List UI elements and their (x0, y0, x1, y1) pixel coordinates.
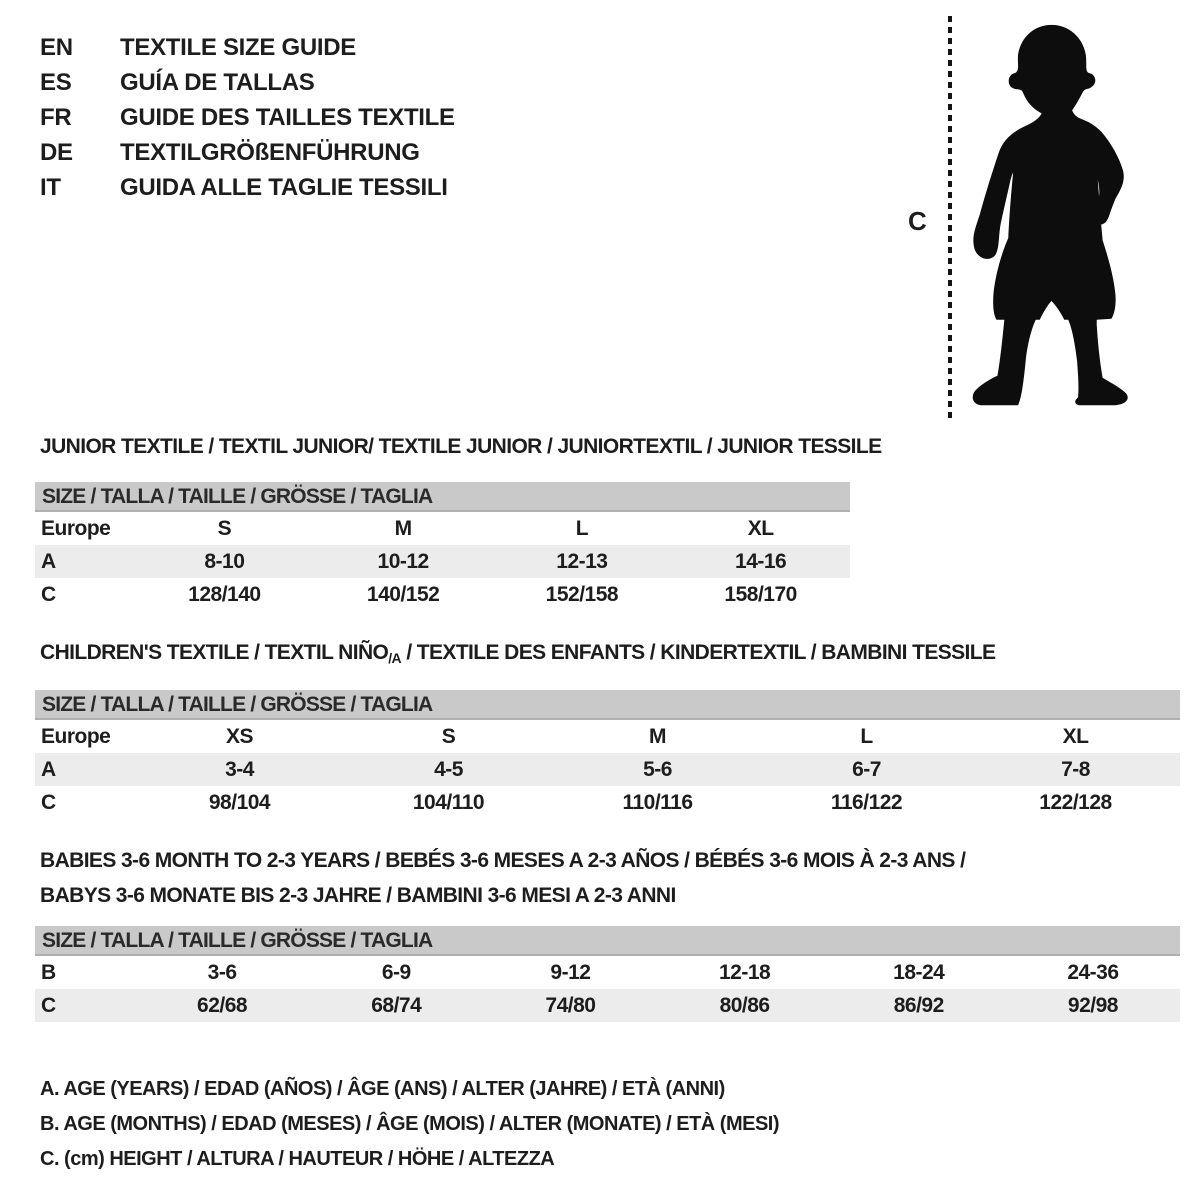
table-cell: 7-8 (1061, 758, 1090, 781)
row-label: C (41, 791, 56, 814)
table-cell: S (441, 725, 456, 748)
baby-silhouette-icon (966, 20, 1138, 417)
table-row-europe (35, 720, 1180, 753)
junior-size-table (35, 482, 850, 611)
table-cell: 9-12 (550, 961, 591, 984)
table-cell: 10-12 (377, 550, 429, 573)
table-row-age-years (35, 753, 1180, 786)
table-cell: 12-18 (718, 961, 771, 984)
table-cell: 68/74 (371, 994, 422, 1017)
table-cell: 122/128 (1039, 791, 1112, 814)
language-title: TEXTILE SIZE GUIDE (120, 34, 356, 61)
language-title: GUÍA DE TALLAS (120, 69, 315, 96)
language-code: ES (40, 69, 72, 96)
table-row-age-months (35, 956, 1180, 989)
children-section-title (40, 641, 995, 665)
children-title-subscript: /A (388, 650, 402, 666)
table-cell: S (217, 517, 232, 540)
size-header-bar: SIZE / TALLA / TAILLE / GRÖSSE / TAGLIA (35, 690, 1180, 720)
table-cell: XS (225, 725, 253, 748)
legend-line-a: A. AGE (YEARS) / EDAD (AÑOS) / ÂGE (ANS) / ALTER (JAHRE) / ETÀ (ANNI) (40, 1078, 725, 1100)
row-label: B (41, 961, 56, 984)
table-cell: 98/104 (208, 791, 271, 814)
table-cell: L (860, 725, 873, 748)
language-title: GUIDE DES TAILLES TEXTILE (120, 104, 455, 131)
table-cell: 62/68 (197, 994, 248, 1017)
table-cell: 18-24 (893, 961, 945, 984)
language-title: TEXTILGRÖßENFÜHRUNG (120, 139, 420, 166)
table-cell: 12-13 (556, 550, 608, 573)
table-row-europe (35, 512, 850, 545)
language-row-es (40, 65, 455, 100)
table-row-height (35, 578, 850, 611)
table-cell: 6-7 (852, 758, 881, 781)
table-cell: L (575, 517, 589, 540)
babies-section-title-line2: BABYS 3-6 MONATE BIS 2-3 JAHRE / BAMBINI 3-6 MESI A 2-3 ANNI (40, 884, 676, 907)
language-title: GUIDA ALLE TAGLIE TESSILI (120, 174, 448, 201)
table-cell: XL (747, 517, 774, 540)
table-cell: 4-5 (434, 758, 463, 781)
babies-size-table (35, 926, 1180, 1022)
table-cell: 6-9 (381, 961, 411, 984)
language-title-list (40, 30, 455, 205)
table-cell: 24-36 (1067, 961, 1119, 984)
language-code: EN (40, 34, 73, 61)
row-label: Europe (41, 517, 111, 540)
row-label: C (41, 583, 56, 606)
height-measure-label: C (908, 206, 927, 236)
table-cell: 86/92 (893, 994, 944, 1017)
table-row-age-years (35, 545, 850, 578)
language-row-it (40, 170, 455, 205)
row-label: C (41, 994, 56, 1017)
table-cell: M (394, 517, 412, 540)
children-size-table (35, 690, 1180, 819)
table-cell: 152/158 (545, 583, 619, 606)
table-cell: 8-10 (204, 550, 245, 573)
table-cell: 128/140 (188, 583, 261, 606)
table-cell: XL (1062, 725, 1089, 748)
table-cell: 3-4 (225, 758, 254, 781)
row-label: Europe (41, 725, 111, 748)
size-header-bar: SIZE / TALLA / TAILLE / GRÖSSE / TAGLIA (35, 926, 1180, 956)
language-code: DE (40, 139, 73, 166)
legend-line-c: C. (cm) HEIGHT / ALTURA / HAUTEUR / HÖHE / ALTEZZA (40, 1148, 555, 1170)
table-cell: 74/80 (545, 994, 596, 1017)
table-cell: 140/152 (366, 583, 440, 606)
table-cell: 116/122 (830, 791, 903, 814)
table-cell: 104/110 (412, 791, 485, 814)
size-header-bar: SIZE / TALLA / TAILLE / GRÖSSE / TAGLIA (35, 482, 850, 512)
language-code: IT (40, 174, 61, 201)
row-label: A (41, 550, 56, 573)
table-cell: 110/116 (622, 791, 693, 814)
table-cell: M (649, 725, 666, 748)
table-cell: 14-16 (735, 550, 787, 573)
table-cell: 5-6 (643, 758, 672, 781)
table-row-height (35, 786, 1180, 819)
table-cell: 80/86 (719, 994, 770, 1017)
language-code: FR (40, 104, 72, 131)
table-cell: 158/170 (724, 583, 797, 606)
babies-section-title-line1: BABIES 3-6 MONTH TO 2-3 YEARS / BEBÉS 3-6 MESES A 2-3 AÑOS / BÉBÉS 3-6 MOIS À 2-3 ANS / (40, 849, 966, 872)
table-cell: 92/98 (1067, 994, 1118, 1017)
language-row-de (40, 135, 455, 170)
children-title-text: CHILDREN'S TEXTILE / TEXTIL NIÑO (40, 641, 389, 664)
junior-section-title: JUNIOR TEXTILE / TEXTIL JUNIOR/ TEXTILE JUNIOR / JUNIORTEXTIL / JUNIOR TESSILE (40, 435, 882, 458)
language-row-en (40, 30, 455, 65)
children-title-text: / TEXTILE DES ENFANTS / KINDERTEXTIL / BAMBINI TESSILE (401, 641, 996, 664)
table-cell: 3-6 (207, 961, 237, 984)
height-measure-dashed-line (948, 16, 952, 418)
row-label: A (41, 758, 56, 781)
measurement-legend (40, 1072, 779, 1177)
legend-line-b: B. AGE (MONTHS) / EDAD (MESES) / ÂGE (MOIS) / ALTER (MONATE) / ETÀ (MESI) (40, 1113, 780, 1135)
language-row-fr (40, 100, 455, 135)
table-row-height (35, 989, 1180, 1022)
